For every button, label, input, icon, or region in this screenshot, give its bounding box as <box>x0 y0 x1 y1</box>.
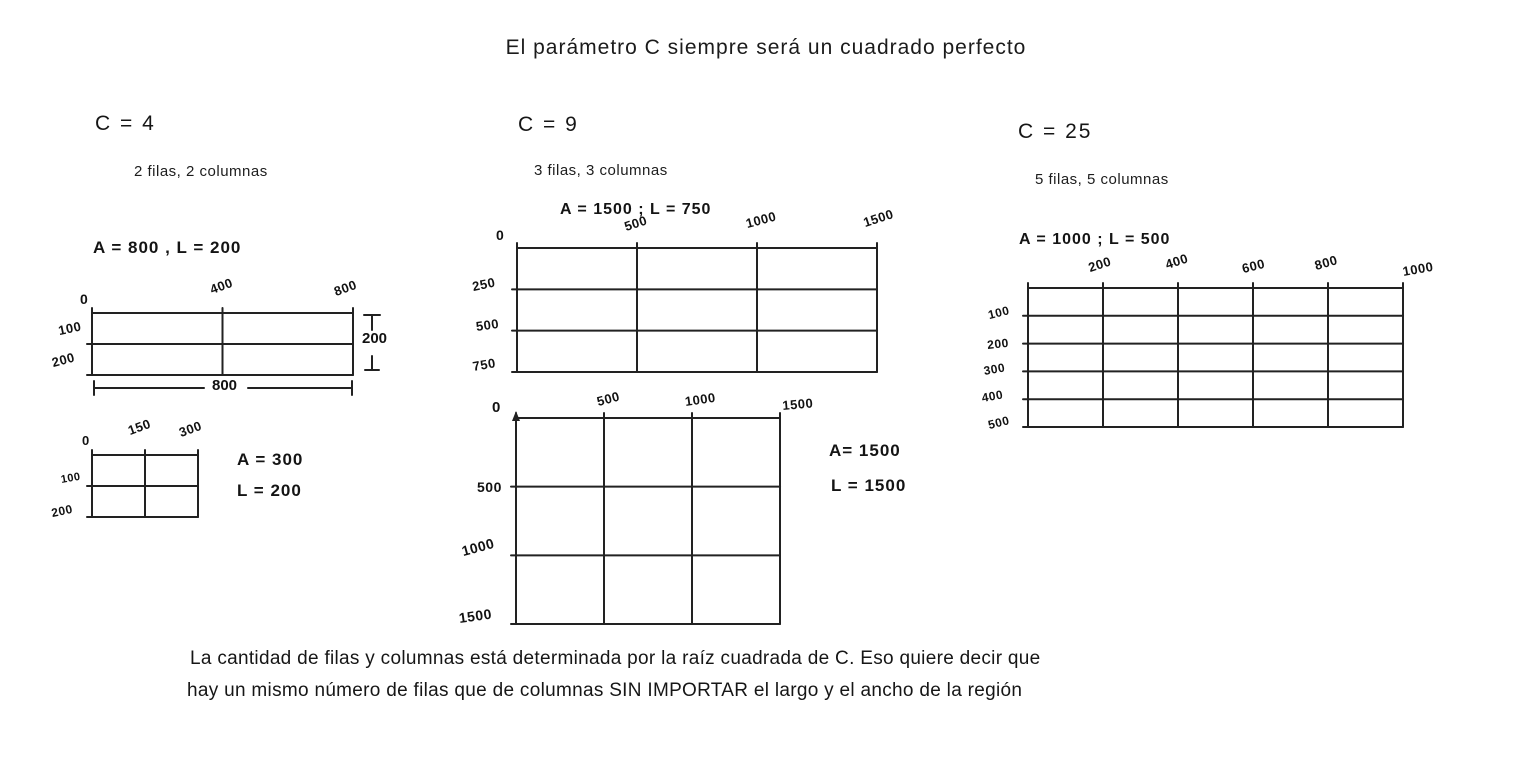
panel-c4-subheading: 2 filas, 2 columnas <box>134 163 268 180</box>
grid-c9-square-y-tick: 1000 <box>459 534 497 559</box>
grid-c4-main-x-tick: 800 <box>331 276 359 299</box>
height-dimension-label: 200 <box>362 330 388 347</box>
grid-c25-x-tick: 400 <box>1163 250 1191 272</box>
grid-c4-main-x-tick: 0 <box>80 291 89 307</box>
grid-c4-main-x-tick: 400 <box>207 274 235 297</box>
grid-c25-y-tick: 200 <box>986 335 1010 352</box>
grid-c9-wide-y-tick: 250 <box>470 274 497 294</box>
width-dimension-label: 800 <box>212 377 238 394</box>
grid-c25-x-tick: 800 <box>1312 252 1340 273</box>
grid-c4-main-y-tick: 200 <box>50 349 77 370</box>
grid-c9-square-x-tick: 1500 <box>781 395 814 413</box>
panel-c9-heading: C = 9 <box>518 113 579 136</box>
grid-c9-square-area-label: A= 1500 <box>829 441 901 460</box>
page-title: El parámetro C siempre será un cuadrado perfecto <box>505 36 1027 59</box>
grid-c9-square-y-tick: 500 <box>477 479 502 495</box>
grid-c9-wide-y-tick: 750 <box>471 355 497 374</box>
panel-c9-formula: A = 1500 ; L = 750 <box>560 201 712 218</box>
panel-c4-formula: A = 800 , L = 200 <box>93 238 242 257</box>
panel-c25-formula: A = 1000 ; L = 500 <box>1019 231 1171 248</box>
grid-c9-wide-x-tick: 1500 <box>861 206 896 230</box>
grid-c25-y-tick: 500 <box>986 413 1011 432</box>
grid-c9-square <box>508 410 788 632</box>
grid-c9-wide-x-tick: 500 <box>622 212 650 234</box>
grid-c4-small-length-label: L = 200 <box>237 481 302 500</box>
grid-c4-small <box>84 447 206 525</box>
grid-c9-square-x-tick: 1000 <box>683 389 717 409</box>
footer-line-1: La cantidad de filas y columnas está determinada por la raíz cuadrada de C. Eso quiere decir que <box>190 648 1041 669</box>
grid-c4-small-x-tick: 300 <box>176 417 204 440</box>
panel-c4-heading: C = 4 <box>95 112 156 135</box>
grid-c9-square-x-tick: 500 <box>595 388 622 409</box>
grid-c25-y-tick: 300 <box>982 360 1007 378</box>
grid-c9-wide-x-tick: 0 <box>496 227 505 243</box>
panel-c25-subheading: 5 filas, 5 columnas <box>1035 171 1169 188</box>
grid-c4-small-y-tick: 200 <box>50 501 75 520</box>
grid-c4-main-y-tick: 100 <box>56 318 83 338</box>
grid-c25-x-tick: 600 <box>1240 255 1267 276</box>
grid-c25-x-tick: 200 <box>1086 253 1114 275</box>
grid-c4-small-x-tick: 150 <box>125 415 153 438</box>
grid-c9-square-length-label: L = 1500 <box>831 476 907 495</box>
grid-c4-small-x-tick: 0 <box>82 433 90 448</box>
grid-c9-wide-y-tick: 500 <box>474 315 500 334</box>
grid-c25-y-tick: 400 <box>980 387 1005 405</box>
panel-c9-subheading: 3 filas, 3 columnas <box>534 162 668 179</box>
grid-c9-wide <box>509 240 885 380</box>
grid-c9-wide-x-tick: 1000 <box>744 208 778 231</box>
grid-c25 <box>1020 280 1411 435</box>
footer-line-2: hay un mismo número de filas que de columnas SIN IMPORTAR el largo y el ancho de la región <box>187 680 1023 701</box>
grid-c9-square-x-tick: 0 <box>492 399 501 416</box>
grid-c4-small-area-label: A = 300 <box>237 450 304 469</box>
grid-c4-main <box>84 305 361 383</box>
grid-c25-x-tick: 1000 <box>1401 258 1435 279</box>
grid-c4-small-y-tick: 100 <box>59 470 82 486</box>
panel-c25-heading: C = 25 <box>1018 120 1093 143</box>
grid-c9-square-y-tick: 1500 <box>457 605 493 626</box>
grid-c25-y-tick: 100 <box>986 303 1011 322</box>
